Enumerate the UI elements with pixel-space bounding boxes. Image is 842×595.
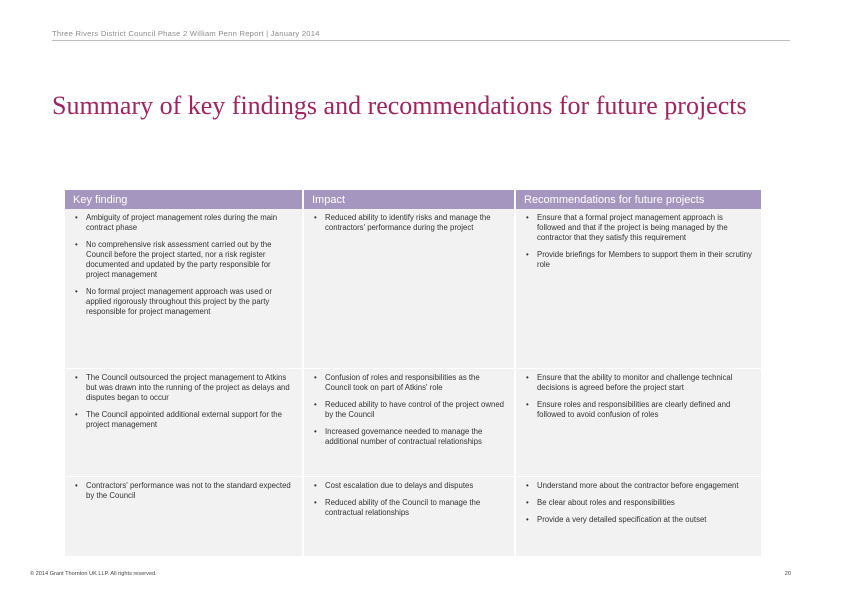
key-finding-cell — [65, 209, 303, 368]
impact-cell — [303, 209, 515, 368]
key-finding-cell — [65, 476, 303, 556]
table-row — [65, 209, 761, 368]
list-item: • The Council outsourced the project management to Atkins but was drawn into the running of the project as delays and disputes began to occur — [73, 373, 294, 403]
column-header-key-finding: Key finding — [65, 190, 303, 209]
column-header-recommendations: Recommendations for future projects — [515, 190, 761, 209]
report-header: Three Rivers District Council Phase 2 William Penn Report | January 2014 — [52, 29, 320, 38]
table-header-row — [65, 190, 761, 209]
list-item: • Reduced ability to have control of the project owned by the Council — [312, 400, 506, 420]
page-number: 20 — [784, 571, 791, 577]
list-item: • Contractors' performance was not to the standard expected by the Council — [73, 481, 294, 501]
list-item: • Reduced ability to identify risks and manage the contractors' performance during the project — [312, 213, 506, 233]
list-item: • Understand more about the contractor before engagement — [524, 481, 753, 491]
list-item: • Provide a very detailed specification at the outset — [524, 515, 753, 525]
column-header-impact: Impact — [303, 190, 515, 209]
copyright-notice: © 2014 Grant Thornton UK LLP. All rights reserved. — [30, 571, 157, 577]
impact-cell — [303, 476, 515, 556]
impact-cell — [303, 368, 515, 476]
table-row — [65, 476, 761, 556]
list-item: • Ensure that the ability to monitor and challenge technical decisions is agreed before the project start — [524, 373, 753, 393]
list-item: • The Council appointed additional external support for the project management — [73, 410, 294, 430]
list-item: • No formal project management approach was used or applied rigorously throughout this project by the party responsible for project management — [73, 287, 294, 317]
recommendations-cell — [515, 476, 761, 556]
table-row — [65, 368, 761, 476]
recommendations-cell — [515, 368, 761, 476]
list-item: • Confusion of roles and responsibilities as the Council took on part of Atkins' role — [312, 373, 506, 393]
list-item: • Reduced ability of the Council to manage the contractual relationships — [312, 498, 506, 518]
header-divider — [52, 40, 790, 41]
recommendations-cell — [515, 209, 761, 368]
list-item: • Ambiguity of project management roles during the main contract phase — [73, 213, 294, 233]
findings-table — [65, 190, 761, 557]
list-item: • Ensure roles and responsibilities are clearly defined and followed to avoid confusion of roles — [524, 400, 753, 420]
list-item: • No comprehensive risk assessment carried out by the Council before the project started, nor a risk register documented and updated by the party responsible for project management — [73, 240, 294, 280]
list-item: • Increased governance needed to manage the additional number of contractual relationships — [312, 427, 506, 447]
page-title: Summary of key findings and recommendations for future projects — [52, 91, 747, 120]
key-finding-cell — [65, 368, 303, 476]
list-item: • Ensure that a formal project management approach is followed and that if the project is being managed by the contractor that they satisfy this requirement — [524, 213, 753, 243]
list-item: • Be clear about roles and responsibilities — [524, 498, 753, 508]
list-item: • Cost escalation due to delays and disputes — [312, 481, 506, 491]
list-item: • Provide briefings for Members to support them in their scrutiny role — [524, 250, 753, 270]
